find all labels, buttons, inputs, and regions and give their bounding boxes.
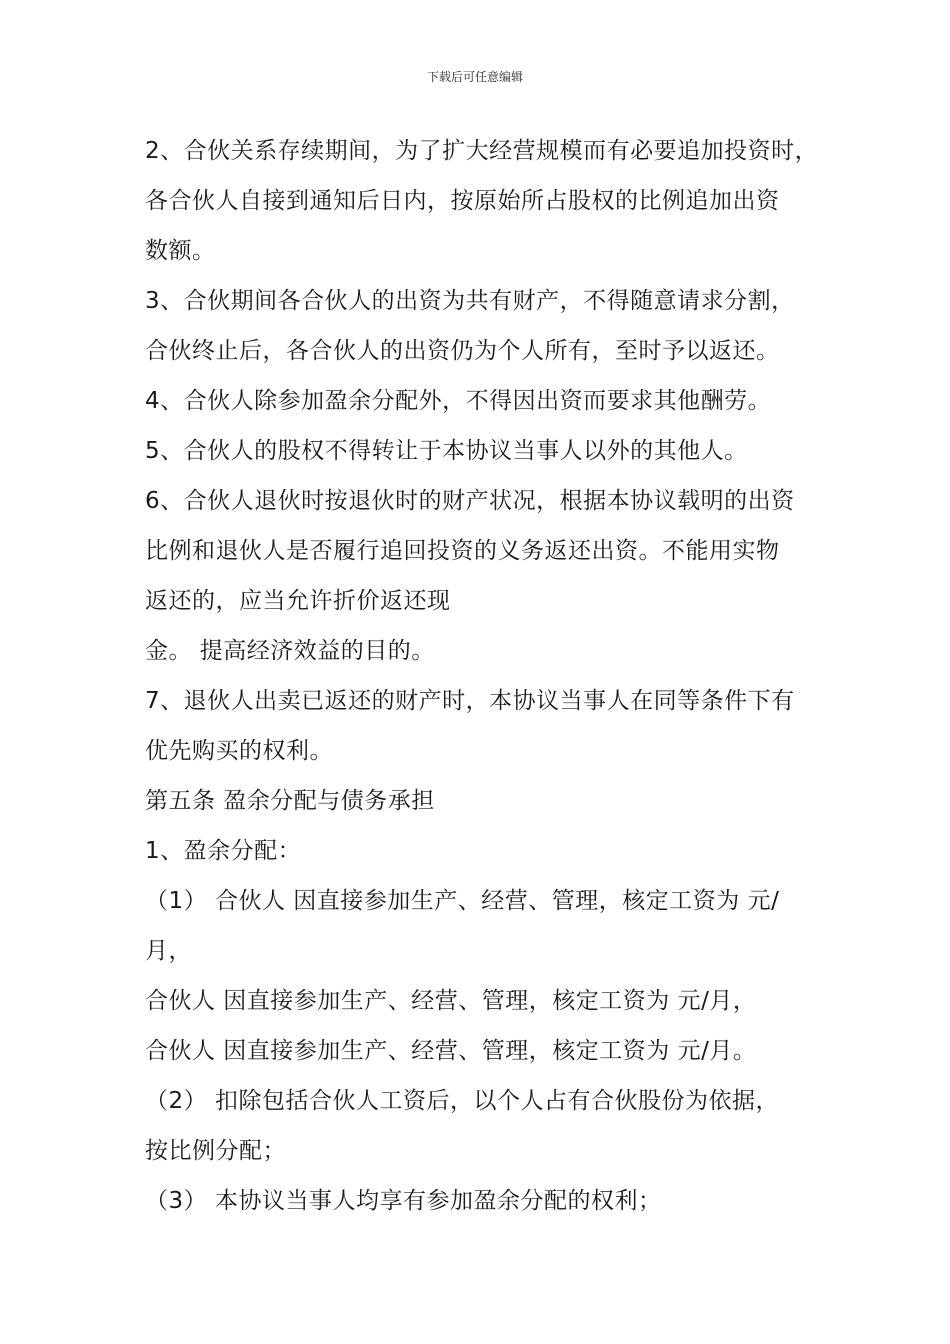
- text-line: 6、合伙人退伙时按退伙时的财产状况，根据本协议载明的出资: [145, 488, 795, 514]
- text-line: （2） 扣除包括合伙人工资后，以个人占有合伙股份为依据，: [145, 1088, 779, 1114]
- text-line: 优先购买的权利。: [145, 738, 333, 764]
- text-line: 7、退伙人出卖已返还的财产时，本协议当事人在同等条件下有: [145, 688, 795, 714]
- text-line: 合伙人 因直接参加生产、经营、管理，核定工资为 元/月，: [145, 988, 757, 1014]
- page-header-note: 下载后可任意编辑: [426, 70, 523, 84]
- text-line: 数额。: [145, 238, 216, 264]
- text-line: 合伙人 因直接参加生产、经营、管理，核定工资为 元/月。: [145, 1038, 757, 1064]
- text-line: 比例和退伙人是否履行追回投资的义务返还出资。不能用实物: [145, 538, 780, 564]
- text-line: 2、合伙关系存续期间，为了扩大经营规模而有必要追加投资时，: [145, 138, 819, 164]
- document-body: [145, 126, 825, 1226]
- section-heading: 第五条 盈余分配与债务承担: [145, 788, 435, 814]
- text-line: 返还的，应当允许折价返还现: [145, 588, 451, 614]
- text-line: 合伙终止后，各合伙人的出资仍为个人所有，至时予以返还。: [145, 338, 780, 364]
- text-line: 按比例分配；: [145, 1138, 286, 1164]
- text-line: （3） 本协议当事人均享有参加盈余分配的权利；: [145, 1188, 662, 1214]
- text-line: 4、合伙人除参加盈余分配外，不得因出资而要求其他酬劳。: [145, 388, 772, 414]
- text-line: 金。 提高经济效益的目的。: [145, 638, 435, 664]
- text-line: （1） 合伙人 因直接参加生产、经营、管理，核定工资为 元/: [145, 888, 780, 914]
- text-line: 各合伙人自接到通知后日内，按原始所占股权的比例追加出资: [145, 188, 780, 214]
- text-line: 1、盈余分配：: [145, 838, 302, 864]
- text-line: 3、合伙期间各合伙人的出资为共有财产，不得随意请求分割，: [145, 288, 795, 314]
- text-line: 5、合伙人的股权不得转让于本协议当事人以外的其他人。: [145, 438, 748, 464]
- text-line: 月，: [145, 938, 192, 964]
